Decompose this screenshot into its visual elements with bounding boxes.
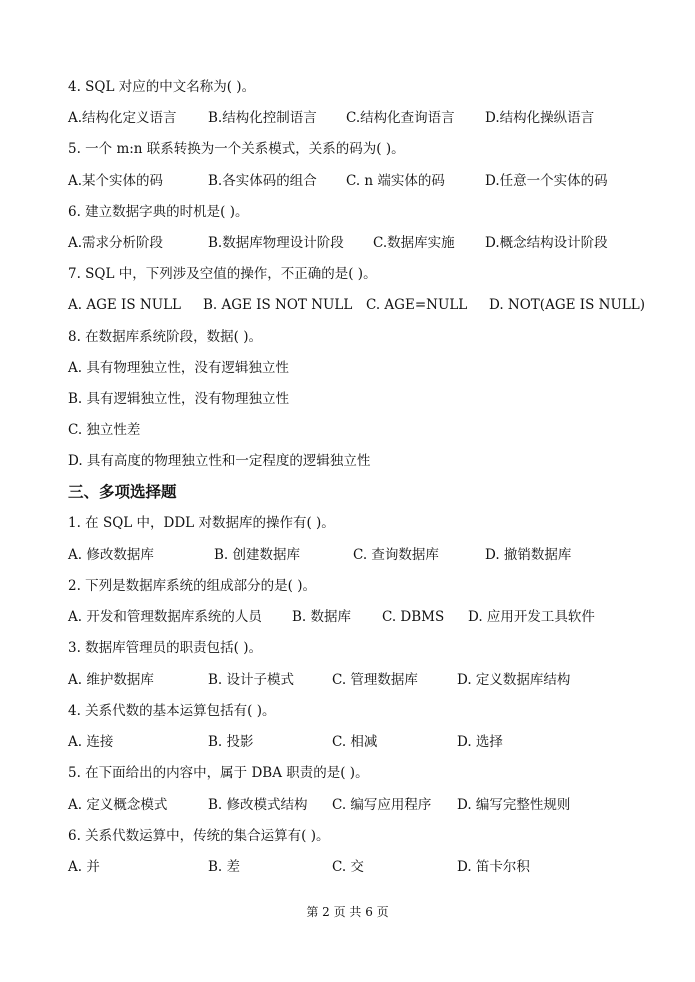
option-c: C.结构化查询语言 <box>346 110 455 126</box>
option-b: B.结构化控制语言 <box>208 110 317 126</box>
question-4-stem: 4. SQL 对应的中文名称为( )。 <box>68 79 256 95</box>
option-b: B. 数据库 <box>292 609 352 625</box>
option-b: B. 差 <box>208 859 241 875</box>
option-c: C. DBMS <box>382 609 445 625</box>
question-8-option-d: D. 具有高度的物理独立性和一定程度的逻辑独立性 <box>68 453 371 469</box>
page-number-footer: 第 2 页 共 6 页 <box>306 905 389 919</box>
option-b: B. 修改模式结构 <box>208 797 308 813</box>
option-b: B. 投影 <box>208 734 254 750</box>
question-8-option-c: C. 独立性差 <box>68 422 141 438</box>
mc-question-1-options <box>68 546 628 564</box>
mc-question-2-options <box>68 608 628 626</box>
option-a: A. 修改数据库 <box>68 547 154 563</box>
option-d: D.任意一个实体的码 <box>485 173 608 189</box>
option-d: D. 笛卡尔积 <box>457 859 530 875</box>
option-c: C. 相减 <box>332 734 378 750</box>
option-c: C. AGE=NULL <box>366 297 468 313</box>
option-d: D. 定义数据库结构 <box>457 672 571 688</box>
option-d: D. 应用开发工具软件 <box>468 609 595 625</box>
question-8-stem: 8. 在数据库系统阶段，数据( )。 <box>68 329 262 345</box>
question-6-options <box>68 234 628 252</box>
option-c: C. 交 <box>332 859 364 875</box>
option-c: C. 编写应用程序 <box>332 797 432 813</box>
option-a: A. 维护数据库 <box>68 672 154 688</box>
mc-question-1-stem: 1. 在 SQL 中，DDL 对数据库的操作有( )。 <box>68 515 335 531</box>
option-a: A.需求分析阶段 <box>68 235 164 251</box>
option-b: B.各实体码的组合 <box>208 173 317 189</box>
option-d: D. NOT(AGE IS NULL) <box>489 297 646 313</box>
question-8-option-a: A. 具有物理独立性，没有逻辑独立性 <box>68 360 289 376</box>
section-title-multiple-choice: 三、多项选择题 <box>68 483 177 501</box>
question-8-option-b: B. 具有逻辑独立性，没有物理独立性 <box>68 391 290 407</box>
mc-question-6-stem: 6. 关系代数运算中，传统的集合运算有( )。 <box>68 828 330 844</box>
question-7-stem: 7. SQL 中，下列涉及空值的操作，不正确的是( )。 <box>68 266 377 282</box>
option-a: A. 开发和管理数据库系统的人员 <box>68 609 262 625</box>
mc-question-5-options <box>68 796 628 814</box>
question-5-stem: 5. 一个 m:n 联系转换为一个关系模式，关系的码为( )。 <box>68 141 405 157</box>
option-d: D. 撤销数据库 <box>485 547 572 563</box>
option-a: A. 并 <box>68 859 100 875</box>
option-d: D.概念结构设计阶段 <box>485 235 608 251</box>
mc-question-4-options <box>68 733 628 751</box>
option-a: A.结构化定义语言 <box>68 110 177 126</box>
mc-question-3-options <box>68 671 628 689</box>
option-b: B. 设计子模式 <box>208 672 295 688</box>
option-a: A. AGE IS NULL <box>68 297 182 313</box>
mc-question-5-stem: 5. 在下面给出的内容中，属于 DBA 职责的是( )。 <box>68 765 369 781</box>
question-7-options <box>68 296 646 314</box>
mc-question-2-stem: 2. 下列是数据库系统的组成部分的是( )。 <box>68 578 316 594</box>
option-a: A. 定义概念模式 <box>68 797 168 813</box>
question-5-options <box>68 172 628 190</box>
option-b: B. 创建数据库 <box>214 547 301 563</box>
option-c: C. n 端实体的码 <box>346 173 445 189</box>
option-d: D. 编写完整性规则 <box>457 797 571 813</box>
option-b: B.数据库物理设计阶段 <box>208 235 344 251</box>
option-d: D.结构化操纵语言 <box>485 110 595 126</box>
question-6-stem: 6. 建立数据字典的时机是( )。 <box>68 204 249 220</box>
mc-question-3-stem: 3. 数据库管理员的职责包括( )。 <box>68 640 262 656</box>
option-c: C.数据库实施 <box>373 235 455 251</box>
option-a: A. 连接 <box>68 734 114 750</box>
mc-question-6-options <box>68 858 628 876</box>
mc-question-4-stem: 4. 关系代数的基本运算包括有( )。 <box>68 703 276 719</box>
option-d: D. 选择 <box>457 734 503 750</box>
option-c: C. 管理数据库 <box>332 672 418 688</box>
option-c: C. 查询数据库 <box>353 547 439 563</box>
question-4-options <box>68 109 628 127</box>
option-a: A.某个实体的码 <box>68 173 164 189</box>
option-b: B. AGE IS NOT NULL <box>203 297 353 313</box>
